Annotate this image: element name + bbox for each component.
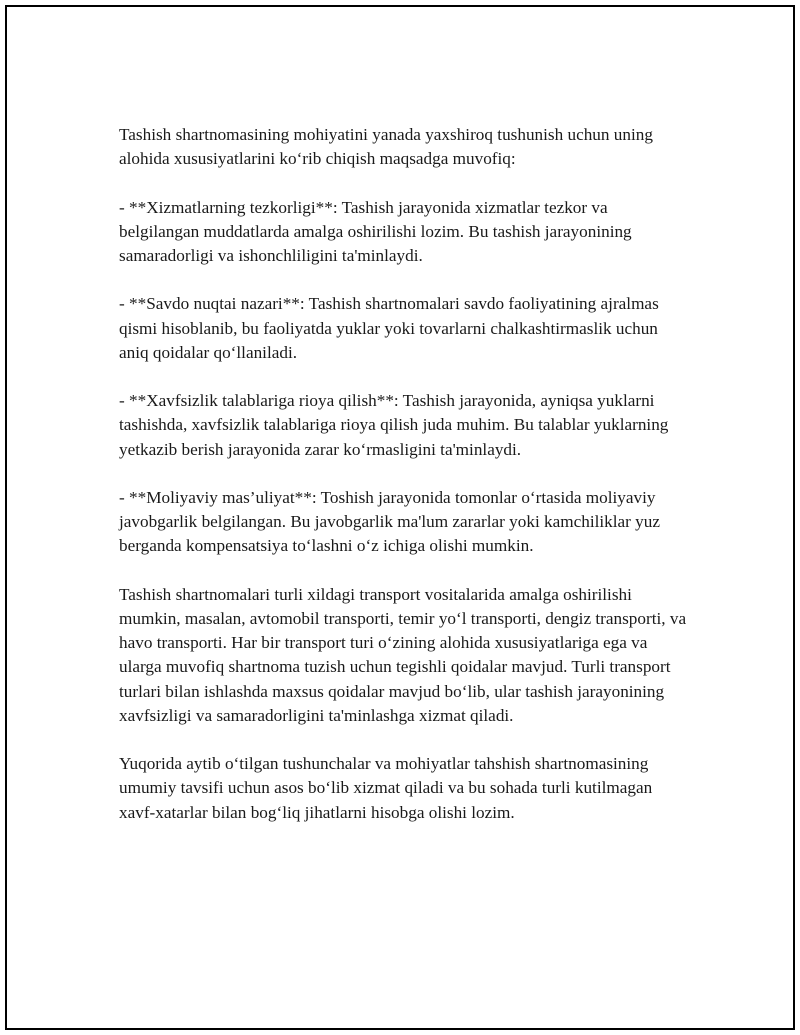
paragraph-transport-types: Tashish shartnomalari turli xildagi transport vositalarida amalga oshirilishi mumkin, masalan, avtomobil transporti, temir yo‘l transporti, dengiz transporti, va havo transporti. Har bir transport turi o‘zining alohida xususiyatlariga ega va ularga muvofiq shartnoma tuzish uchun tegishli qoidalar mavjud. Turli transport turlari bilan ishlashda maxsus qoidalar mavjud bo‘lib, ular tashish jarayonining xavfsizligi va samaradorligini ta'minlashga xizmat qiladi. [119,584,687,725]
document-body [119,123,689,849]
paragraph-service-speed: - **Xizmatlarning tezkorligi**: Tashish jarayonida xizmatlar tezkor va belgilangan muddatlarda amalga oshirilishi lozim. Bu tashish jarayonining samaradorligi va ishonchliligini ta'minlaydi. [119,197,632,265]
paragraph-intro: Tashish shartnomasining mohiyatini yanada yaxshiroq tushunish uchun uning alohida xususiyatlarini ko‘rib chiqish maqsadga muvofiq: [119,125,653,169]
paragraph-safety-requirements: - **Xavfsizlik talablariga rioya qilish**: Tashish jarayonida, ayniqsa yuklarni tashishda, xavfsizlik talablariga rioya qilish juda muhim. Bu talablar yuklarning yetkazib berish jarayonida zarar ko‘rmasligini ta'minlaydi. [119,391,669,459]
paragraph-trade-perspective: - **Savdo nuqtai nazari**: Tashish shartnomalari savdo faoliyatining ajralmas qismi hisoblanib, bu faoliyatda yuklar yoki tovarlarni chalkashtirmaslik uchun aniq qoidalar qo‘llaniladi. [119,294,659,362]
paragraph-conclusion: Yuqorida aytib o‘tilgan tushunchalar va mohiyatlar tahshish shartnomasining umumiy tavsifi uchun asos bo‘lib xizmat qiladi va bu sohada turli kutilmagan xavf-xatarlar bilan bog‘liq jihatlarni hisobga olishi lozim. [119,754,653,822]
paragraph-financial-responsibility: - **Moliyaviy mas’uliyat**: Toshish jarayonida tomonlar o‘rtasida moliyaviy javobgarlik belgilangan. Bu javobgarlik ma'lum zararlar yoki kamchiliklar yuz berganda kompensatsiya to‘lashni o‘z ichiga olishi mumkin. [119,487,660,556]
page-frame [5,5,795,1030]
